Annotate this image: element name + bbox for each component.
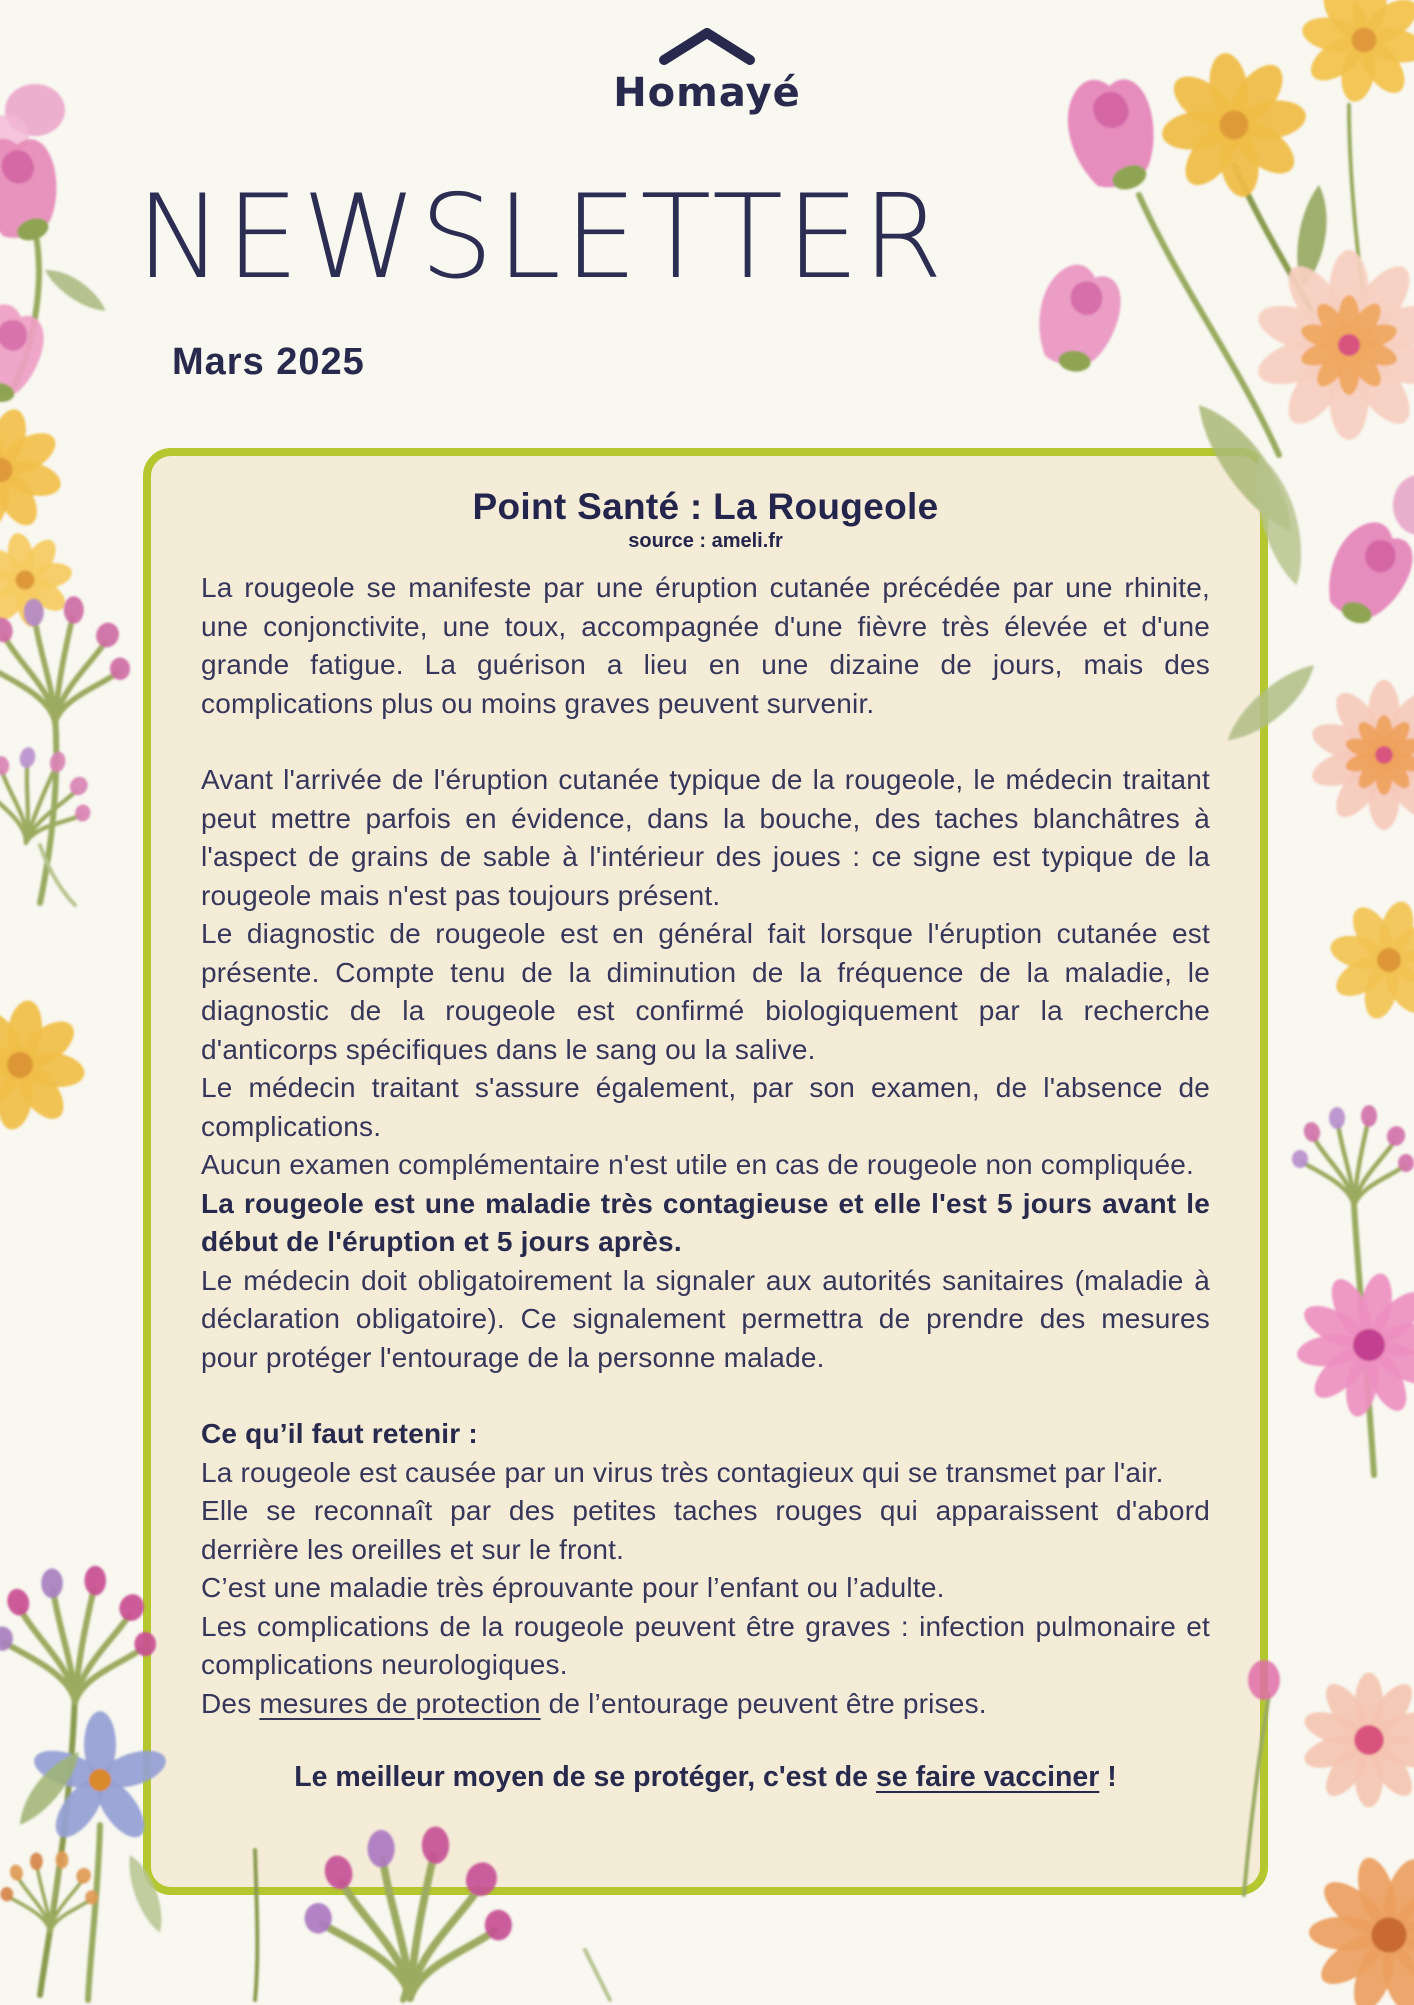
berry-umbel-icon	[0, 737, 102, 855]
text-run: !	[1099, 1761, 1117, 1793]
logo-wordmark: Homayé	[613, 70, 801, 116]
paragraph-eruption: Avant l'arrivée de l'éruption cutanée typique de la rougeole, le médecin traitant peut mettre parfois en évidence, dans la bouche, des taches blanchâtres à l'aspect de grains de sable à l'intérieur des joues : ce signe est typique de la rougeole mais n'est pas toujours présent.	[201, 764, 1210, 911]
berry-umbel-icon	[1292, 1105, 1414, 1206]
leaf-icon	[41, 261, 111, 318]
yellow-daisy-icon	[0, 992, 93, 1139]
retenir-item-taches: Elle se reconnaît par des petites taches rouges qui apparaissent d'abord derrière les oreilles et sur le front.	[201, 1495, 1210, 1565]
retenir-item-complications: Les complications de la rougeole peuvent être graves : infection pulmonaire et complications neurologiques.	[201, 1610, 1210, 1680]
yellow-daisy-icon	[0, 393, 77, 546]
paragraph-diagnostic: Le diagnostic de rougeole est en général fait lorsque l'éruption cutanée est présente. Compte tenu de la diminution de la fréquence de la maladie, le diagnostic de la rougeole est confirmé biologiquement par la recherche d'anticorps spécifiques dans le sang ou la salive.	[201, 918, 1210, 1065]
health-article-card	[143, 448, 1268, 1895]
text-run: Le meilleur moyen de se protéger, c'est de	[294, 1761, 876, 1793]
yellow-flower-left-lower-illustration	[0, 975, 115, 1155]
leaf-icon	[9, 1744, 87, 1831]
peach-daisy-icon	[1252, 250, 1414, 440]
yellow-daisy-icon	[1152, 43, 1316, 207]
paragraph-examen: Le médecin traitant s'assure également, par son examen, de l'absence de complications.	[201, 1072, 1210, 1142]
yellow-flowers-left-illustration	[0, 385, 100, 645]
pink-berries-left-illustration	[0, 545, 160, 905]
pink-blossom-icon	[1393, 475, 1414, 535]
pink-tulip-icon	[1318, 513, 1414, 634]
pink-tulip-icon	[1034, 261, 1124, 375]
house-roof-icon	[664, 33, 750, 60]
peach-daisy-center-icon	[1343, 715, 1414, 795]
retenir-heading: Ce qu’il faut retenir :	[201, 1418, 478, 1449]
issue-date: Mars 2025	[172, 341, 365, 383]
retenir-item-transmission: La rougeole est causée par un virus très contagieux qui se transmet par l'air.	[201, 1456, 1164, 1488]
flowers-top-left-illustration	[0, 40, 125, 470]
pink-tulip-icon	[0, 125, 74, 251]
vaccination-link[interactable]: se faire vacciner	[875, 1761, 1100, 1793]
paragraph-complementaire: Aucun examen complémentaire n'est utile en cas de rougeole non compliquée.	[201, 1149, 1194, 1180]
text-run: de l’entourage peuvent être prises.	[540, 1687, 987, 1719]
retenir-item-protection	[201, 1685, 1210, 1724]
peach-daisy-center-icon	[1298, 295, 1400, 395]
closing-message	[201, 1761, 1210, 1794]
paragraph-signalement: Le médecin doit obligatoirement la signaler aux autorités sanitaires (maladie à déclaration obligatoire). Ce signalement permettra de prendre des mesures pour protéger l'entourage de la personne malade.	[201, 1264, 1210, 1373]
pink-daisy-icon	[1284, 1261, 1414, 1429]
peach-daisy-icon	[1308, 680, 1414, 830]
protection-link[interactable]: mesures de protection	[259, 1687, 541, 1719]
yellow-daisy-icon	[1292, 0, 1414, 112]
peach-daisy-icon	[1300, 1673, 1414, 1808]
leaf-icon	[1290, 183, 1334, 290]
berry-umbel-icon	[0, 1566, 156, 1702]
pink-blossom-icon	[5, 84, 65, 136]
yellow-daisy-icon	[1316, 887, 1414, 1032]
berry-umbel-icon	[0, 596, 130, 722]
paragraph-intro: La rougeole se manifeste par une éruption cutanée précédée par une rhinite, une conjonctivite, une toux, accompagnée d'une fièvre très élevée et d'une grande fatigue. La guérison a lieu en une dizaine de jours, mais des complications plus ou moins graves peuvent survenir.	[201, 572, 1210, 719]
flowers-right-lower-illustration	[1254, 1065, 1414, 1475]
page-title: NEWSLETTER	[136, 170, 946, 305]
article-title: Point Santé : La Rougeole	[472, 486, 939, 527]
yellow-daisy-icon	[0, 525, 80, 635]
pink-tulip-icon	[0, 300, 48, 407]
orange-berry-umbel-icon	[0, 1851, 98, 1932]
paragraph-contagieuse-highlight: La rougeole est une maladie très contagieuse et elle l'est 5 jours avant le début de l'éruption et 5 jours après.	[201, 1187, 1210, 1257]
retenir-item-eprouvante: C’est une maladie très éprouvante pour l’enfant ou l’adulte.	[201, 1572, 945, 1603]
pink-tulip-icon	[1053, 64, 1174, 202]
article-source: source : ameli.fr	[628, 530, 783, 552]
homaye-logo	[592, 24, 822, 120]
text-run: Des	[201, 1687, 260, 1719]
orange-daisy-icon	[1285, 1832, 1414, 2005]
